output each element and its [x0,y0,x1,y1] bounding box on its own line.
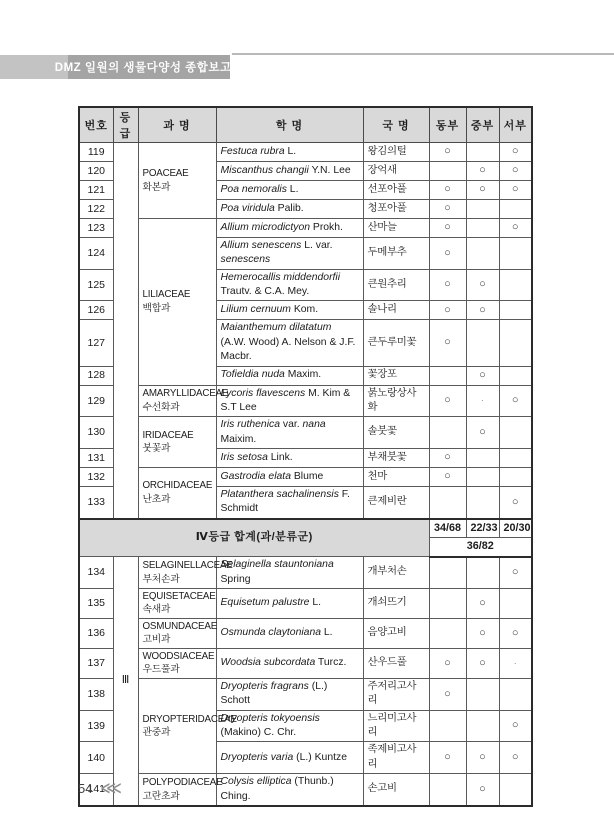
row-number-cell: 126 [79,301,113,320]
page-footer [78,779,122,797]
family-cell [138,618,216,648]
west-mark-cell: ○ [499,486,532,518]
summary-value-cell-1: 22/33 [466,519,499,538]
table-row [79,678,532,710]
table-row [79,219,532,238]
central-mark-cell: ○ [466,588,499,618]
east-mark-cell [429,557,466,589]
korean-name-cell: 손고비 [363,774,429,806]
header-rule-line [232,53,614,55]
row-number-cell: 124 [79,238,113,270]
korean-name-cell: 개쇠뜨기 [363,588,429,618]
row-number-cell: 133 [79,486,113,518]
central-mark-cell: ○ [466,181,499,200]
scientific-name-cell: Gastrodia elata Blume [216,467,363,486]
family-korean: 붓꽃과 [142,443,171,455]
scientific-name-cell: Lycoris flavescens M. Kim & S.T Lee [216,385,363,417]
scientific-name-cell: Miscanthus changii Y.N. Lee [216,162,363,181]
central-mark-cell: ○ [466,648,499,678]
central-mark-cell: ○ [466,417,499,449]
central-mark-cell: ○ [466,366,499,385]
west-mark-cell [499,417,532,449]
korean-name-cell: 음양고비 [363,618,429,648]
family-cell [138,678,237,773]
summary-value-cell-0: 34/68 [429,519,466,538]
central-mark-cell [466,219,499,238]
korean-name-cell: 청포아풀 [363,200,429,219]
table-row [79,648,532,678]
scientific-name-cell: Lilium cernuum Kom. [216,301,363,320]
korean-name-cell: 두메부추 [363,238,429,270]
central-mark-cell: ○ [466,269,499,301]
central-mark-cell [466,238,499,270]
family-cell [138,417,216,468]
west-mark-cell [499,774,532,806]
family-cell [138,588,216,618]
scientific-name-cell: Allium senescens L. var. senescens [216,238,363,270]
row-number-cell: 120 [79,162,113,181]
family-korean: 수선화과 [142,401,180,413]
row-number-cell: 136 [79,618,113,648]
family-korean: 고란초과 [142,790,180,802]
family-latin: DRYOPTERIDACEAE [142,713,237,725]
korean-name-cell: 주저리고사리 [363,678,429,710]
west-mark-cell: ○ [499,219,532,238]
west-mark-cell [499,320,532,366]
korean-name-cell: 꽃장포 [363,366,429,385]
korean-name-cell: 천마 [363,467,429,486]
korean-name-cell: 선포아풀 [363,181,429,200]
scientific-name-cell: Maianthemum dilatatum (A.W. Wood) A. Nelson & J.F. Macbr. [216,320,363,366]
scientific-name-cell: Allium microdictyon Prokh. [216,219,363,238]
korean-name-cell: 큰두루미꽃 [363,320,429,366]
family-latin: IRIDACEAE [142,429,194,441]
east-mark-cell [429,774,466,806]
korean-name-cell: 솔나리 [363,301,429,320]
west-mark-cell [499,678,532,710]
family-korean: 난초과 [142,493,171,505]
summary-total-cell: 36/82 [429,538,532,557]
family-korean: 백합과 [142,302,171,314]
table-row [79,467,532,486]
korean-name-cell: 솔붓꽃 [363,417,429,449]
table-row [79,618,532,648]
east-mark-cell [429,588,466,618]
central-mark-cell [466,143,499,162]
west-mark-cell [499,366,532,385]
west-mark-cell [499,448,532,467]
west-mark-cell: ○ [499,385,532,417]
east-mark-cell: ○ [429,269,466,301]
column-header-0: 번호 [79,107,113,143]
row-number-cell: 134 [79,557,113,589]
scientific-name-cell: Platanthera sachalinensis F. Schmidt [216,486,363,518]
table-header-row [79,107,532,143]
central-mark-cell [466,486,499,518]
scientific-name-cell: Iris ruthenica var. nana Maixim. [216,417,363,449]
central-mark-cell: ○ [466,301,499,320]
row-number-cell: 131 [79,448,113,467]
east-mark-cell [429,486,466,518]
family-korean: 고비과 [142,634,171,646]
family-latin: POACEAE [142,167,189,179]
family-korean: 속새과 [142,604,171,616]
row-number-cell: 123 [79,219,113,238]
central-mark-cell: ○ [466,774,499,806]
central-mark-cell: · [466,385,499,417]
west-mark-cell [499,269,532,301]
family-latin: SELAGINELLACEAE [142,560,233,572]
west-mark-cell: ○ [499,742,532,774]
family-latin: EQUISETACEAE [142,590,216,602]
summary-value-cell-2: 20/30 [499,519,532,538]
row-number-cell: 138 [79,678,113,710]
west-mark-cell [499,301,532,320]
family-korean: 우드풀과 [142,664,180,676]
west-mark-cell: ○ [499,181,532,200]
row-number-cell: 132 [79,467,113,486]
column-header-7: 서부 [499,107,532,143]
west-mark-cell: ○ [499,618,532,648]
korean-name-cell: 왕김의털 [363,143,429,162]
korean-name-cell: 산마늘 [363,219,429,238]
west-mark-cell: · [499,648,532,678]
column-header-6: 중부 [466,107,499,143]
family-korean: 화본과 [142,181,171,193]
east-mark-cell: ○ [429,143,466,162]
row-number-cell: 125 [79,269,113,301]
west-mark-cell [499,467,532,486]
east-mark-cell [429,162,466,181]
scientific-name-cell: Hemerocallis middendorfii Trautv. & C.A. Mey. [216,269,363,301]
family-cell [138,557,233,589]
west-mark-cell [499,200,532,219]
central-mark-cell: ○ [466,162,499,181]
east-mark-cell [429,366,466,385]
row-number-cell: 139 [79,710,113,742]
east-mark-cell: ○ [429,467,466,486]
central-mark-cell [466,678,499,710]
page-number: 54 [78,780,93,796]
table-row [79,417,532,449]
family-korean: 관중과 [142,727,171,739]
scientific-name-cell: Poa viridula Palib. [216,200,363,219]
central-mark-cell: ○ [466,618,499,648]
family-latin: POLYPODIACEAE [142,776,223,788]
korean-name-cell: 큰제비란 [363,486,429,518]
east-mark-cell: ○ [429,678,466,710]
report-title: DMZ 일원의 생물다양성 종합보고서 [68,55,230,79]
east-mark-cell: ○ [429,320,466,366]
family-korean: 부처손과 [142,573,180,585]
west-mark-cell: ○ [499,557,532,589]
central-mark-cell [466,710,499,742]
table-row [79,588,532,618]
east-mark-cell: ○ [429,181,466,200]
east-mark-cell: ○ [429,238,466,270]
row-number-cell: 129 [79,385,113,417]
family-latin: AMARYLLIDACEAE [142,388,229,400]
family-cell [138,774,223,806]
west-mark-cell: ○ [499,143,532,162]
scientific-name-cell: Dryopteris tokyoensis (Makino) C. Chr. [216,710,363,742]
central-mark-cell [466,320,499,366]
korean-name-cell: 붉노랑상사화 [363,385,429,417]
scientific-name-cell: Iris setosa Link. [216,448,363,467]
table-row [79,557,532,589]
east-mark-cell [429,710,466,742]
west-mark-cell: ○ [499,162,532,181]
central-mark-cell [466,467,499,486]
row-number-cell: 141 [79,774,113,806]
summary-label-cell: Ⅳ등급 합계(과/분류군) [79,519,429,557]
table-row [79,143,532,162]
scientific-name-cell: Woodsia subcordata Turcz. [216,648,363,678]
column-header-5: 동부 [429,107,466,143]
korean-name-cell: 큰원추리 [363,269,429,301]
east-mark-cell: ○ [429,219,466,238]
scientific-name-cell: Festuca rubra L. [216,143,363,162]
row-number-cell: 127 [79,320,113,366]
scientific-name-cell: Osmunda claytoniana L. [216,618,363,648]
east-mark-cell: ○ [429,742,466,774]
scientific-name-cell: Selaginella stauntoniana Spring [216,557,363,589]
west-mark-cell: ○ [499,710,532,742]
family-cell [138,385,229,417]
central-mark-cell [466,557,499,589]
column-header-4: 국 명 [363,107,429,143]
east-mark-cell: ○ [429,301,466,320]
column-header-3: 학 명 [216,107,363,143]
column-header-2: 과 명 [138,107,216,143]
row-number-cell: 135 [79,588,113,618]
korean-name-cell: 족제비고사리 [363,742,429,774]
row-number-cell: 137 [79,648,113,678]
central-mark-cell [466,448,499,467]
east-mark-cell: ○ [429,385,466,417]
table-row [79,774,532,806]
central-mark-cell [466,200,499,219]
east-mark-cell: ○ [429,448,466,467]
west-mark-cell [499,588,532,618]
scientific-name-cell: Dryopteris varia (L.) Kuntze [216,742,363,774]
table-row [79,385,532,417]
family-cell [138,648,216,678]
grade-cell [113,143,138,519]
scientific-name-cell: Equisetum palustre L. [216,588,363,618]
west-mark-cell [499,238,532,270]
family-latin: LILIACEAE [142,289,191,301]
row-number-cell: 121 [79,181,113,200]
east-mark-cell [429,417,466,449]
family-cell [138,143,216,219]
row-number-cell: 122 [79,200,113,219]
korean-name-cell: 개부처손 [363,557,429,589]
species-table [78,106,533,807]
row-number-cell: 130 [79,417,113,449]
row-number-cell: 119 [79,143,113,162]
column-header-1: 등급 [113,107,138,143]
scientific-name-cell: Dryopteris fragrans (L.) Schott [216,678,363,710]
korean-name-cell: 산우드풀 [363,648,429,678]
family-latin: WOODSIACEAE [142,650,215,662]
east-mark-cell: ○ [429,648,466,678]
scientific-name-cell: Poa nemoralis L. [216,181,363,200]
korean-name-cell: 부채붓꽃 [363,448,429,467]
central-mark-cell: ○ [466,742,499,774]
row-number-cell: 128 [79,366,113,385]
row-number-cell: 140 [79,742,113,774]
family-latin: OSMUNDACEAE [142,620,218,632]
scientific-name-cell: Colysis elliptica (Thunb.) Ching. [216,774,363,806]
grade-cell: Ⅲ [113,557,138,806]
family-cell [138,467,216,518]
korean-name-cell: 느리미고사리 [363,710,429,742]
summary-row [79,519,532,538]
east-mark-cell: ○ [429,200,466,219]
footer-chevrons-icon: ⋘ [100,780,122,797]
scientific-name-cell: Tofieldia nuda Maxim. [216,366,363,385]
family-cell [138,219,216,386]
east-mark-cell [429,618,466,648]
family-latin: ORCHIDACEAE [142,480,213,492]
korean-name-cell: 장억새 [363,162,429,181]
